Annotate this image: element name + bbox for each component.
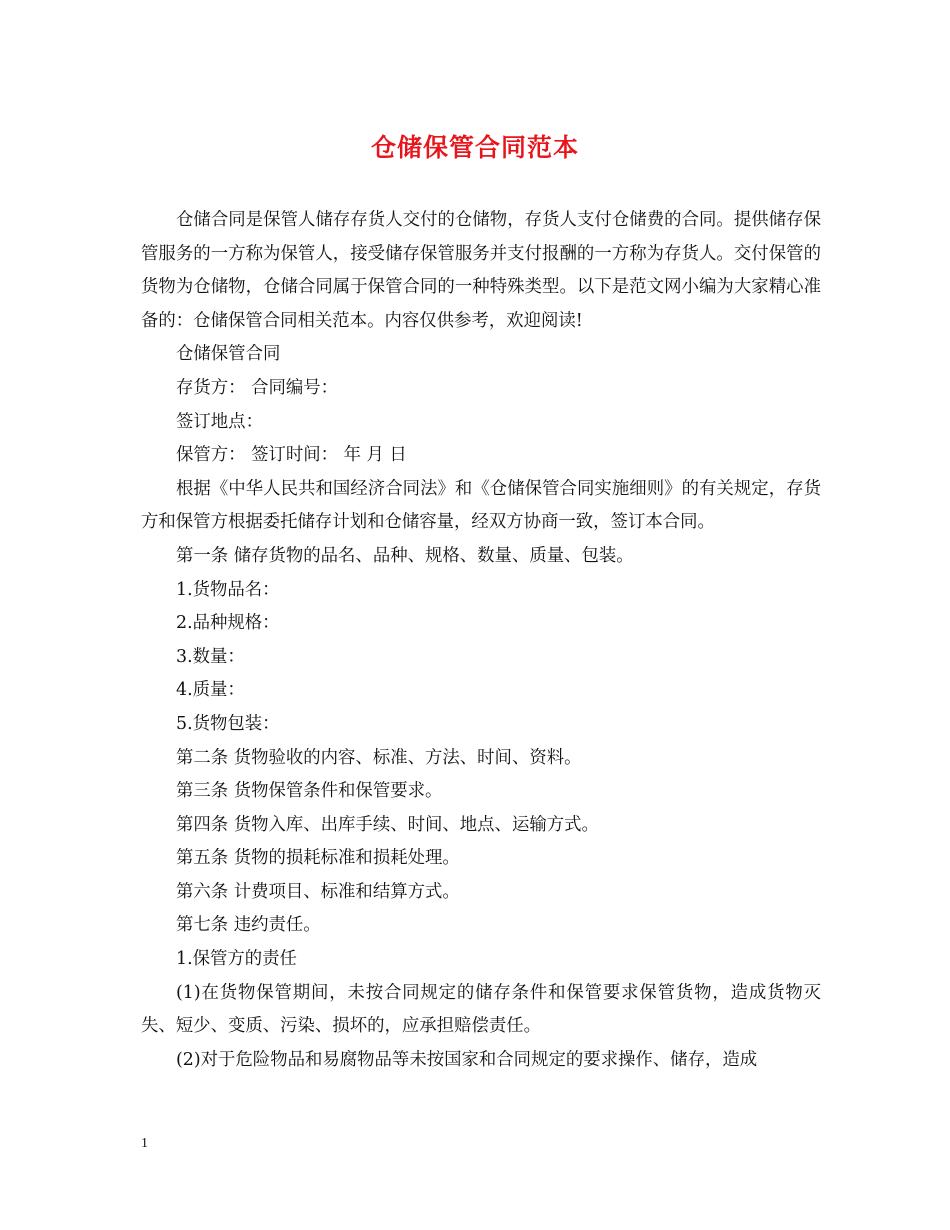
article-1-item-2: 2.品种规格：	[176, 613, 280, 634]
article-1: 第一条 储存货物的品名、品种、规格、数量、质量、包装。	[176, 545, 634, 566]
article-7: 第七条 违约责任。	[176, 915, 321, 936]
article-1-item-5: 5.货物包装：	[176, 713, 280, 734]
article-3: 第三条 货物保管条件和保管要求。	[176, 781, 443, 802]
page-number: 1	[141, 1136, 148, 1151]
depositor-line: 存货方： 合同编号：	[176, 377, 339, 398]
custodian-line: 保管方： 签订时间： 年 月 日	[176, 445, 407, 466]
article-7-item-1: 1.保管方的责任	[176, 949, 297, 970]
article-7-clause-1: (1)在货物保管期间，未按合同规定的储存条件和保管要求保管货物，造成货物灭失、短少、变质、污染、损坏的，应承担赔偿责任。	[141, 982, 821, 1037]
article-2: 第二条 货物验收的内容、标准、方法、时间、资料。	[176, 747, 582, 768]
article-1-item-4: 4.质量：	[176, 680, 245, 701]
contract-heading: 仓储保管合同	[176, 344, 281, 365]
article-6: 第六条 计费项目、标准和结算方式。	[176, 881, 460, 902]
intro-paragraph: 仓储合同是保管人储存存货人交付的仓储物，存货人支付仓储费的合同。提供储存保管服务的一方称为保管人，接受储存保管服务并支付报酬的一方称为存货人。交付保管的货物为仓储物，仓储合同属于保管合同的一种特殊类型。以下是范文网小编为大家精心准备的：仓储保管合同相关范本。内容仅供参考，欢迎阅读!	[141, 210, 821, 331]
article-5: 第五条 货物的损耗标准和损耗处理。	[176, 848, 460, 869]
document-title: 仓储保管合同范本	[370, 133, 579, 162]
basis-paragraph: 根据《中华人民共和国经济合同法》和《仓储保管合同实施细则》的有关规定，存货方和保管方根据委托储存计划和仓储容量，经双方协商一致，签订本合同。	[141, 478, 821, 533]
article-7-clause-2: (2)对于危险物品和易腐物品等未按国家和合同规定的要求操作、储存，造成	[176, 1049, 758, 1070]
article-1-item-3: 3.数量：	[176, 646, 245, 667]
article-1-item-1: 1.货物品名：	[176, 579, 280, 600]
article-4: 第四条 货物入库、出库手续、时间、地点、运输方式。	[176, 814, 599, 835]
signing-place-line: 签订地点：	[176, 411, 263, 432]
document-body	[141, 204, 821, 1077]
